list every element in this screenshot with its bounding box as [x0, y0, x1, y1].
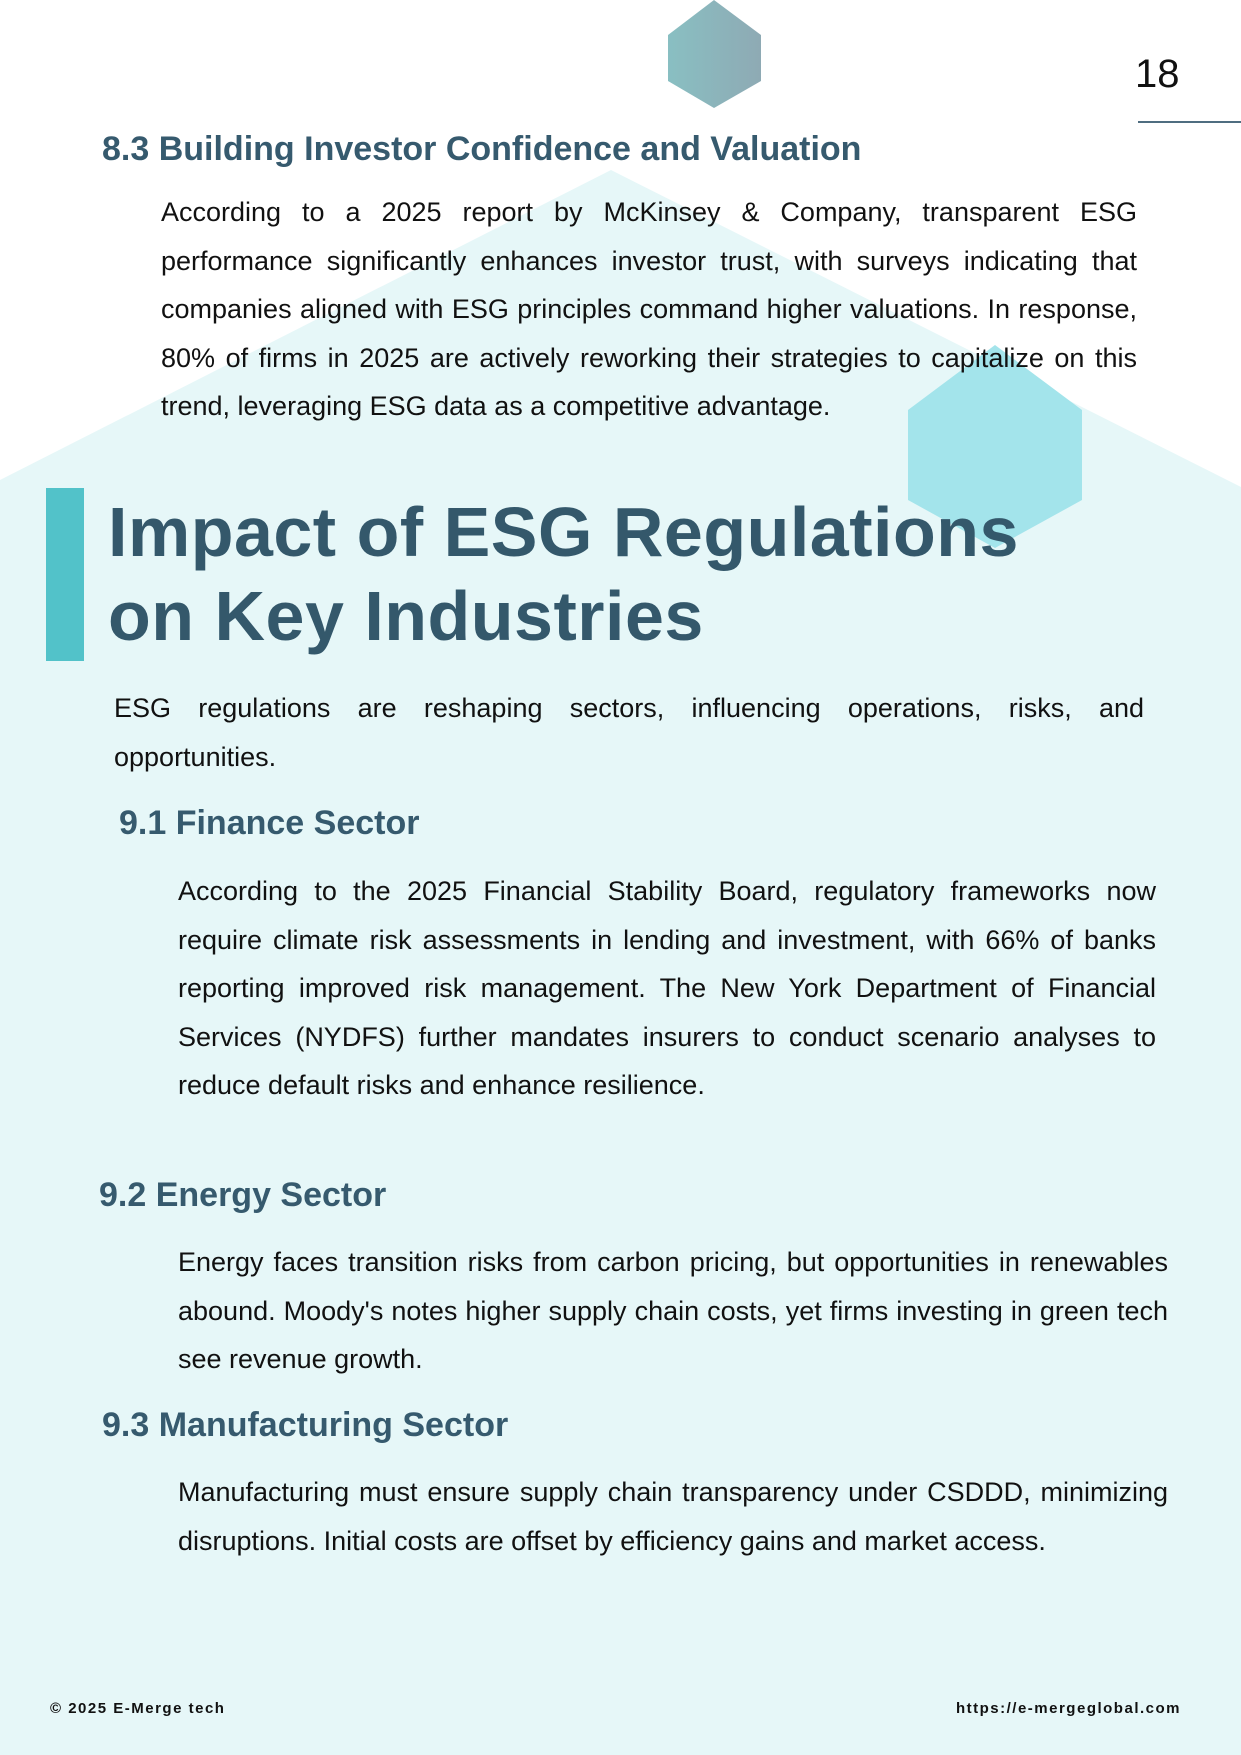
page-number-underline	[1138, 121, 1241, 123]
top-hexagon-icon	[668, 0, 761, 108]
page-number: 18	[1135, 52, 1180, 96]
section-heading-9-3: 9.3 Manufacturing Sector	[102, 1406, 509, 1444]
section-body-8-3: According to a 2025 report by McKinsey & Company, transparent ESG performance significantly enhances investor trust, with surveys indicating that companies aligned with ESG principles command higher valuations. In response, 80% of firms in 2025 are actively reworking their strategies to capitalize on this trend, leveraging ESG data as a competitive advantage.	[161, 197, 1137, 421]
section-heading-8-3: 8.3 Building Investor Confidence and Valuation	[102, 130, 862, 168]
section-heading-9-2: 9.2 Energy Sector	[99, 1176, 387, 1214]
chapter-intro: ESG regulations are reshaping sectors, influencing operations, risks, and opportunities.	[114, 693, 1144, 772]
footer-copyright: © 2025 E-Merge tech	[50, 1700, 226, 1717]
section-heading-9-1: 9.1 Finance Sector	[119, 804, 420, 842]
chapter-title	[108, 490, 1019, 658]
section-body-9-3: Manufacturing must ensure supply chain transparency under CSDDD, minimizing disruptions. Initial costs are offset by efficiency gains and market access.	[178, 1477, 1168, 1556]
section-body-9-1: According to the 2025 Financial Stability Board, regulatory frameworks now require climate risk assessments in lending and investment, with 66% of banks reporting improved risk management. The New York Department of Financial Services (NYDFS) further mandates insurers to conduct scenario analyses to reduce default risks and enhance resilience.	[178, 876, 1156, 1100]
chapter-title-line-2: on Key Industries	[108, 577, 704, 655]
chapter-title-line-1: Impact of ESG Regulations	[108, 493, 1019, 571]
section-body-9-2: Energy faces transition risks from carbon pricing, but opportunities in renewables abound. Moody's notes higher supply chain costs, yet firms investing in green tech see revenue growth.	[178, 1247, 1168, 1374]
title-accent-bar	[46, 488, 84, 661]
footer-url-link[interactable]: https://e-mergeglobal.com	[955, 1700, 1181, 1717]
